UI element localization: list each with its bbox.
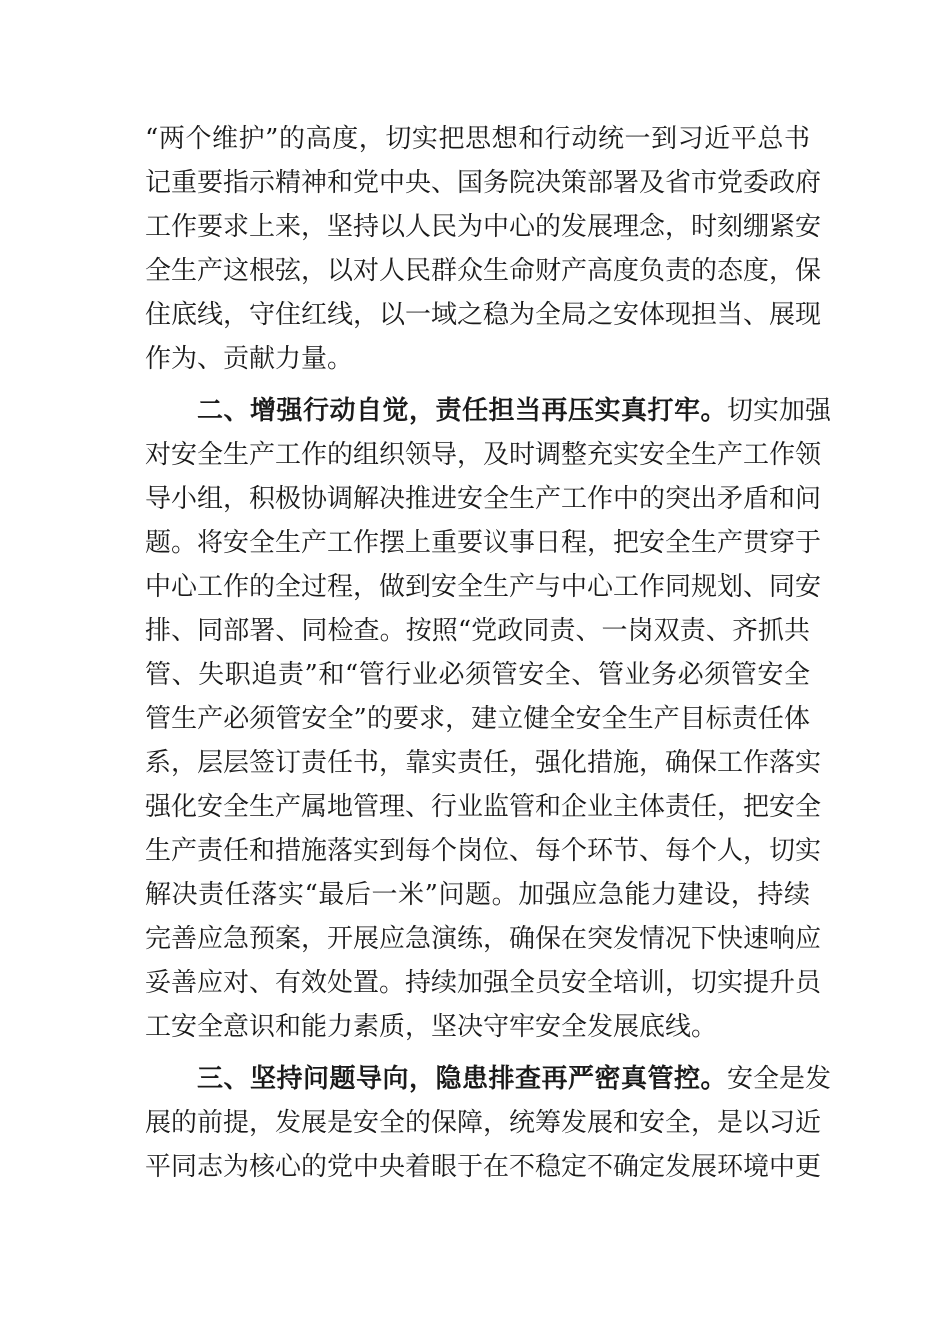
text-line: 强化安全生产属地管理、行业监管和企业主体责任，把安全: [145, 792, 822, 822]
paragraph-first-line: [145, 389, 832, 433]
text-line: 展的前提，发展是安全的保障，统筹发展和安全，是以习近: [145, 1108, 822, 1138]
text-line: 工作要求上来，坚持以人民为中心的发展理念，时刻绷紧安: [145, 212, 822, 242]
text-line: 管、失职追责”和“管行业必须管安全、管业务必须管安全: [145, 660, 810, 690]
paragraph-1: [145, 117, 822, 381]
text-line: 作为、贡献力量。: [145, 344, 354, 374]
text-line: 管生产必须管安全”的要求，建立健全安全生产目标责任体: [145, 704, 810, 734]
text-line: 中心工作的全过程，做到安全生产与中心工作同规划、同安: [145, 572, 822, 602]
paragraph-3: [145, 1057, 832, 1189]
paragraph-2: [145, 389, 832, 1049]
text-line: 导小组，积极协调解决推进安全生产工作中的突出矛盾和问: [145, 484, 822, 514]
section-heading: 三、坚持问题导向，隐患排查再严密真管控。: [197, 1064, 728, 1094]
text-line: 工安全意识和能力素质，坚决守牢安全发展底线。: [145, 1012, 718, 1042]
paragraph-first-line: [145, 1057, 832, 1101]
text-run: 切实加强: [727, 396, 832, 426]
text-line: 完善应急预案，开展应急演练，确保在突发情况下快速响应: [145, 924, 822, 954]
text-run: 安全是发: [727, 1064, 832, 1094]
section-heading: 二、增强行动自觉，责任担当再压实真打牢。: [197, 396, 728, 426]
text-line: 生产责任和措施落实到每个岗位、每个环节、每个人，切实: [145, 836, 822, 866]
text-line: 解决责任落实“最后一米”问题。加强应急能力建设，持续: [145, 880, 810, 910]
text-line: 住底线，守住红线，以一域之稳为全局之安体现担当、展现: [145, 300, 822, 330]
text-line: 妥善应对、有效处置。持续加强全员安全培训，切实提升员: [145, 968, 822, 998]
text-line: 全生产这根弦，以对人民群众生命财产高度负责的态度，保: [145, 256, 822, 286]
text-line: 记重要指示精神和党中央、国务院决策部署及省市党委政府: [145, 168, 822, 198]
text-line: 系，层层签订责任书，靠实责任，强化措施，确保工作落实: [145, 748, 822, 778]
text-line: 对安全生产工作的组织领导，及时调整充实安全生产工作领: [145, 440, 822, 470]
text-line: 平同志为核心的党中央着眼于在不稳定不确定发展环境中更: [145, 1152, 822, 1182]
text-line: 题。将安全生产工作摆上重要议事日程，把安全生产贯穿于: [145, 528, 822, 558]
text-line: 排、同部署、同检查。按照“党政同责、一岗双责、齐抓共: [145, 616, 810, 646]
document-body: [145, 117, 832, 1189]
text-line: “两个维护”的高度，切实把思想和行动统一到习近平总书: [145, 124, 810, 154]
